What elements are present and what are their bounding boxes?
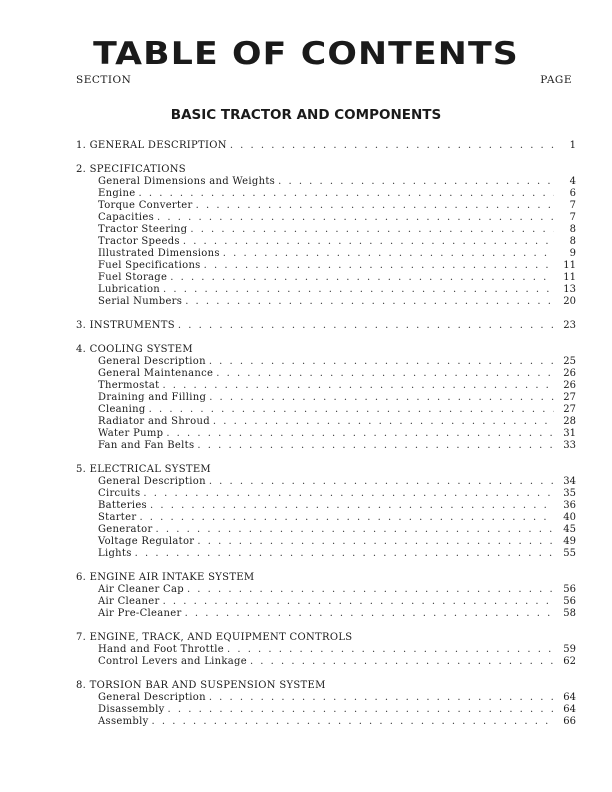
toc-section-heading: 8. TORSION BAR AND SUSPENSION SYSTEM [76,680,326,691]
toc-entry[interactable] [76,608,576,620]
dot-leader [150,500,554,512]
dot-leader [149,404,554,416]
toc-entry[interactable] [76,692,576,704]
toc-entry-page: 58 [563,608,576,619]
toc-entry-page: 9 [569,248,576,259]
toc-entry-page: 34 [563,476,576,487]
toc-entry-page: 26 [563,368,576,379]
toc-entry[interactable] [76,476,576,488]
toc-section-heading: 7. ENGINE, TRACK, AND EQUIPMENT CONTROLS [76,632,353,643]
toc-sublist [76,584,576,620]
toc-entry-label: General Description [98,356,206,367]
dot-leader [163,596,554,608]
toc-entry[interactable] [76,404,576,416]
toc-entry[interactable] [76,284,576,296]
toc-entry[interactable] [76,536,576,548]
dot-leader [197,536,554,548]
toc-entry-label: Serial Numbers [98,296,183,307]
dot-leader [278,176,554,188]
toc-entry-page: 45 [563,524,576,535]
toc-entry-page: 1 [569,140,576,151]
toc-entry-page: 25 [563,356,576,367]
toc-entry-page: 40 [563,512,576,523]
toc-entry-label: Air Pre-Cleaner [98,608,182,619]
toc-entry[interactable] [76,428,576,440]
toc-entry-label: Air Cleaner [98,596,160,607]
dot-leader [197,440,554,452]
toc-entry-page: 36 [563,500,576,511]
toc-entry-label: Thermostat [98,380,160,391]
toc-entry[interactable] [76,260,576,272]
toc-entry-page: 66 [563,716,576,727]
dot-leader [190,224,554,236]
toc-entry-page: 13 [563,284,576,295]
toc-entry-page: 4 [569,176,576,187]
toc-entry-label: Radiator and Shroud [98,416,210,427]
toc-subtitle: BASIC TRACTOR AND COMPONENTS [170,107,442,123]
toc-entry-label: Fuel Specifications [98,260,201,271]
dot-leader [163,284,554,296]
toc-entry[interactable] [76,176,576,188]
toc-entry-label: Assembly [98,716,149,727]
toc-entry-label: Cleaning [98,404,146,415]
dot-leader [230,140,554,152]
toc-entry[interactable] [76,440,576,452]
toc-entry[interactable] [76,368,576,380]
toc-entry-page: 26 [563,380,576,391]
toc-entry-label: Batteries [98,500,147,511]
toc-entry-label: General Maintenance [98,368,214,379]
toc-entry-page: 59 [563,644,576,655]
dot-leader [204,260,554,272]
toc-entry-page: 27 [563,392,576,403]
toc-entry-page: 56 [563,584,576,595]
toc-entry-page: 11 [563,272,576,283]
toc-entry-label: Lubrication [98,284,161,295]
toc-entry[interactable] [76,716,576,728]
toc-entry[interactable] [76,500,576,512]
toc-entry-page: 28 [563,416,576,427]
toc-entry-label: Control Levers and Linkage [98,656,247,667]
toc-entry[interactable] [76,188,576,200]
toc-entry-label: Tractor Speeds [98,236,180,247]
toc-entry-page: 23 [563,320,576,331]
toc-entry[interactable] [76,248,576,260]
toc-entry-label: Air Cleaner Cap [98,584,184,595]
toc-entry-page: 27 [563,404,576,415]
toc-sublist [76,356,576,452]
dot-leader [213,416,554,428]
dot-leader [170,272,554,284]
toc-entry[interactable] [76,524,576,536]
dot-leader [162,380,554,392]
toc-section-heading: 6. ENGINE AIR INTAKE SYSTEM [76,572,255,583]
toc-entry-label: Generator [98,524,153,535]
toc-entry[interactable] [76,704,576,716]
toc-section-heading: 4. COOLING SYSTEM [76,344,193,355]
toc-entry-page: 7 [569,212,576,223]
section-column-label: SECTION [76,74,132,86]
toc-entry[interactable] [76,224,576,236]
toc-entry-label: Water Pump [98,428,164,439]
toc-entry-label: Circuits [98,488,141,499]
dot-leader [166,428,554,440]
dot-leader [139,188,555,200]
dot-leader [152,716,554,728]
dot-leader [196,200,554,212]
toc-entry[interactable] [76,380,576,392]
toc-entry-page: 64 [563,692,576,703]
toc-entry-label: Torque Converter [98,200,193,211]
page-column-label: PAGE [540,74,572,86]
toc-entry-page: 11 [563,260,576,271]
dot-leader [157,212,554,224]
toc-entry-page: 20 [563,296,576,307]
toc-entry-label: Lights [98,548,132,559]
toc-sublist [76,476,576,560]
toc-entry[interactable] [76,416,576,428]
toc-entry-label: Starter [98,512,137,523]
toc-entry-page: 8 [569,224,576,235]
toc-entry[interactable] [76,200,576,212]
toc-entry-label: Disassembly [98,704,165,715]
toc-entry-label: General Dimensions and Weights [98,176,276,187]
dot-leader [156,524,554,536]
toc-entry-label: Fan and Fan Belts [98,440,195,451]
toc-entry-label: Fuel Storage [98,272,168,283]
toc-entry[interactable] [76,320,576,332]
dot-leader [209,692,554,704]
toc-entry-label: Tractor Steering [98,224,188,235]
toc-entry[interactable] [76,596,576,608]
dot-leader [185,608,554,620]
toc-entry-label: Hand and Foot Throttle [98,644,224,655]
dot-leader [209,356,554,368]
dot-leader [143,488,554,500]
toc-entry[interactable] [76,512,576,524]
dot-leader [185,296,554,308]
toc-entry-page: 62 [563,656,576,667]
dot-leader [223,248,554,260]
dot-leader [168,704,554,716]
dot-leader [216,368,554,380]
toc-sublist [76,644,576,668]
toc-entry-label: Draining and Filling [98,392,207,403]
toc-entry-page: 35 [563,488,576,499]
toc-entry-page: 31 [563,428,576,439]
toc-section-heading: 5. ELECTRICAL SYSTEM [76,464,211,475]
dot-leader [209,392,554,404]
dot-leader [183,236,554,248]
toc-entry-page: 7 [569,200,576,211]
toc-entry-label: 3. INSTRUMENTS [76,320,175,331]
toc-entry-page: 6 [569,188,576,199]
toc-entry[interactable] [76,548,576,560]
toc-entry-label: Engine [98,188,136,199]
dot-leader [187,584,554,596]
dot-leader [139,512,554,524]
toc-entry[interactable] [76,236,576,248]
toc-entry[interactable] [76,656,576,668]
toc-entry[interactable] [76,140,576,152]
toc-entry[interactable] [76,272,576,284]
toc-entry-page: 55 [563,548,576,559]
toc-section-heading: 2. SPECIFICATIONS [76,164,186,175]
toc-entry[interactable] [76,644,576,656]
toc-entry-page: 64 [563,704,576,715]
toc-sublist [76,176,576,308]
toc-sublist [76,692,576,728]
dot-leader [135,548,554,560]
toc-entry-page: 56 [563,596,576,607]
toc-entry-page: 49 [563,536,576,547]
toc-entry-label: Capacities [98,212,155,223]
toc-entry[interactable] [76,392,576,404]
toc-entry-label: General Description [98,692,206,703]
toc-entry-label: General Description [98,476,206,487]
toc-entry[interactable] [76,356,576,368]
toc-entry[interactable] [76,212,576,224]
dot-leader [250,656,554,668]
toc-entry-page: 33 [563,440,576,451]
toc-entry[interactable] [76,296,576,308]
toc-entry-page: 8 [569,236,576,247]
toc-entry-label: Voltage Regulator [98,536,195,547]
toc-entry[interactable] [76,488,576,500]
dot-leader [227,644,554,656]
toc-entry-label: Illustrated Dimensions [98,248,220,259]
toc-list [76,140,576,728]
dot-leader [209,476,554,488]
page-title: TABLE OF CONTENTS [93,36,519,72]
dot-leader [178,320,554,332]
toc-entry-label: 1. GENERAL DESCRIPTION [76,140,227,151]
toc-entry[interactable] [76,584,576,596]
